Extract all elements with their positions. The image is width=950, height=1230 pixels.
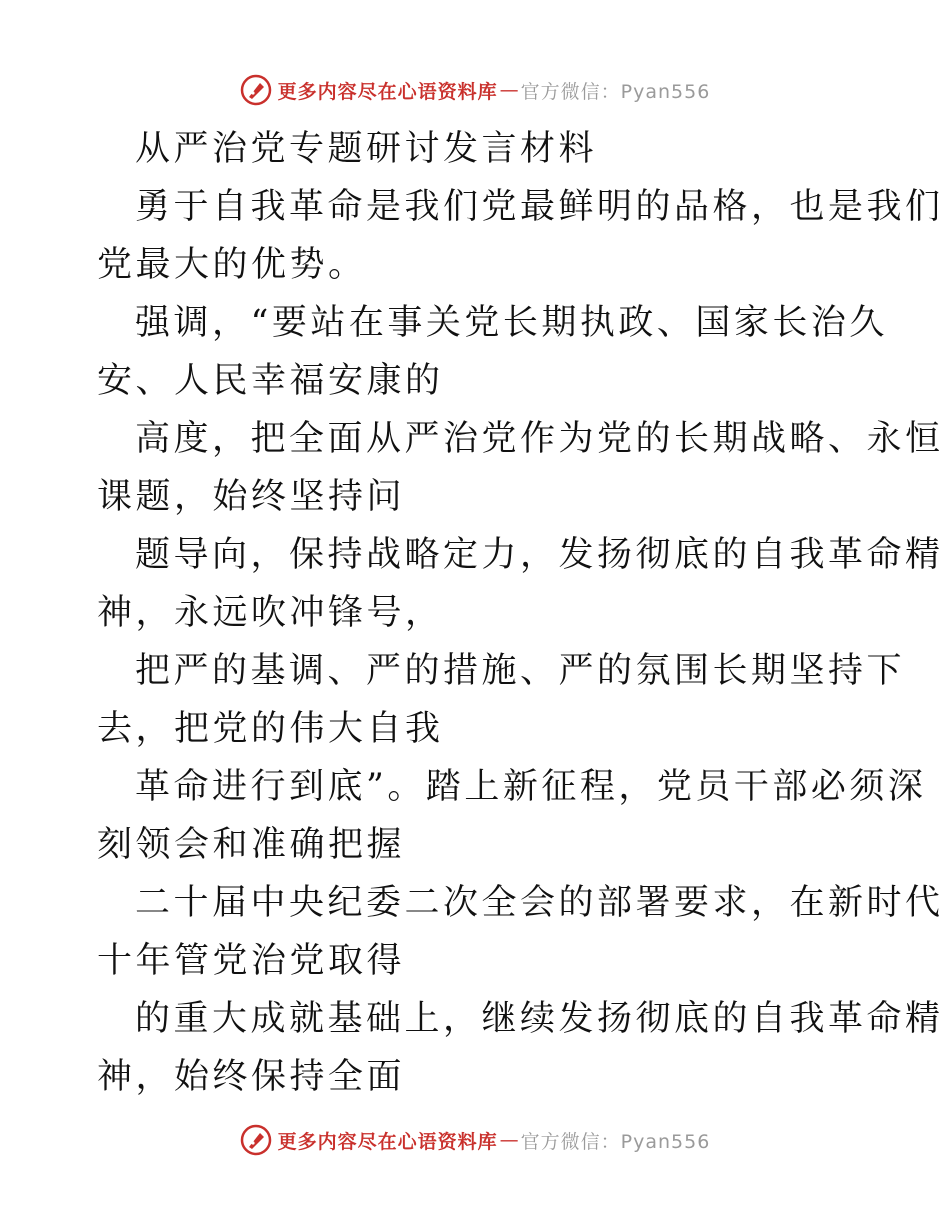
footer-wechat-text: 官方微信：Pyan556 [520, 1130, 711, 1153]
header-wechat-text: 官方微信：Pyan556 [520, 80, 711, 103]
paragraph-line: 的重大成就基础上，继续发扬彻底的自我革命精 [135, 999, 944, 1039]
paragraph-line: 神，永远吹冲锋号， [97, 593, 444, 633]
footer-banner-text: 更多内容尽在心语资料库 [277, 1130, 498, 1153]
footer-separator: — [499, 1129, 519, 1151]
paragraph-line: 把严的基调、严的措施、严的氛围长期坚持下 [135, 651, 906, 691]
paragraph-line: 题导向，保持战略定力，发扬彻底的自我革命精 [135, 535, 944, 575]
paragraph-line: 勇于自我革命是我们党最鲜明的品格，也是我们 [135, 187, 944, 227]
footer-banner [0, 1120, 950, 1160]
paragraph-line: 安、人民幸福安康的 [97, 361, 444, 401]
paragraph-line: 革命进行到底”。踏上新征程，党员干部必须深 [135, 767, 927, 807]
document-title: 从严治党专题研讨发言材料 [135, 129, 598, 169]
pen-nib-logo-icon [240, 74, 272, 106]
header-banner [0, 70, 950, 110]
paragraph-line: 神，始终保持全面 [97, 1057, 406, 1097]
paragraph-line: 课题，始终坚持问 [97, 477, 406, 517]
paragraph-line: 去，把党的伟大自我 [97, 709, 444, 749]
header-banner-text: 更多内容尽在心语资料库 [277, 80, 498, 103]
paragraph-line: 高度，把全面从严治党作为党的长期战略、永恒 [135, 419, 944, 459]
paragraph-line: 十年管党治党取得 [97, 941, 406, 981]
paragraph-line: 党最大的优势。 [97, 245, 367, 285]
header-separator: — [499, 79, 519, 101]
paragraph-line: 刻领会和准确把握 [97, 825, 406, 865]
pen-nib-logo-icon [240, 1124, 272, 1156]
paragraph-line: 强调，“要站在事关党长期执政、国家长治久 [135, 303, 888, 343]
paragraph-line: 二十届中央纪委二次全会的部署要求，在新时代 [135, 883, 944, 923]
